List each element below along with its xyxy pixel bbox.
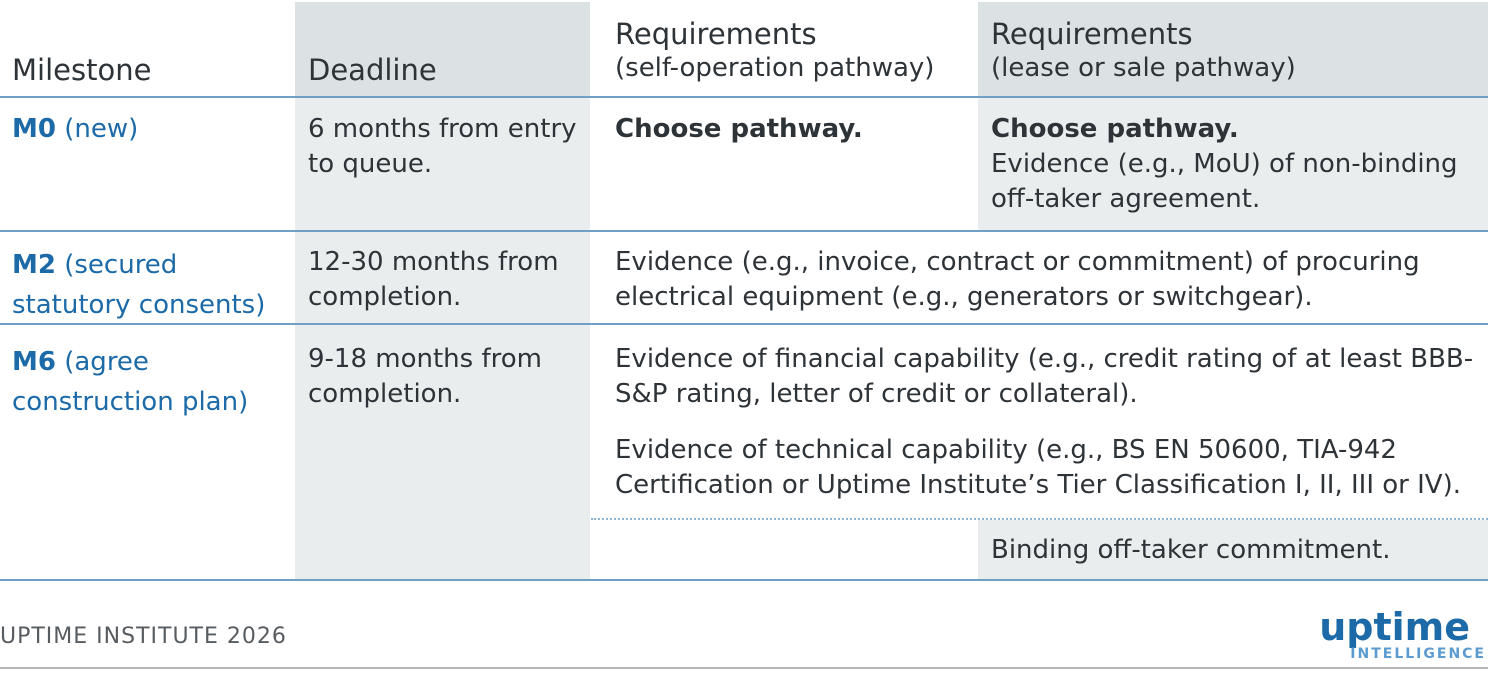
milestone-code: M6 — [12, 347, 56, 377]
shared-requirement-technical: Evidence of technical capability (e.g., BS EN 50600, TIA-942 Certification or Uptime Institute’s Tier Classification I, II, III or IV). — [615, 435, 1461, 500]
milestone-desc: (secured statutory consents) — [12, 250, 266, 320]
m6-dotted-divider — [591, 518, 1488, 520]
lease-m0: Choose pathway. Evidence (e.g., MoU) of non-binding off-taker agreement. — [991, 114, 1458, 214]
shared-requirement-financial: Evidence of financial capability (e.g., credit rating of at least BBB- S&P rating, letter of credit or collateral). — [615, 344, 1474, 409]
deadline-m6: 9-18 months from completion. — [308, 344, 542, 409]
self-op-m0: Choose pathway. — [615, 114, 863, 144]
uptime-logo-svg — [1298, 604, 1488, 662]
milestone-code: M2 — [12, 250, 56, 280]
header-divider — [0, 96, 1488, 98]
lease-only-requirement-m6: Binding off-taker commitment. — [991, 535, 1391, 565]
deadline-m2: 12-30 months from completion. — [308, 247, 559, 312]
uptime-intelligence-logo — [1298, 604, 1488, 662]
milestone-m6 — [12, 342, 292, 422]
source-credit: UPTIME INSTITUTE 2026 — [0, 624, 287, 649]
logo-word: uptime — [1319, 605, 1470, 649]
milestone-header: Milestone — [12, 53, 152, 87]
row-divider-m0 — [0, 230, 1488, 232]
shared-requirement-m2: Evidence (e.g., invoice, contract or commitment) of procuring electrical equipment (e.g., generators or switchgear). — [615, 247, 1420, 312]
footer-rule — [0, 667, 1488, 669]
table-bottom-rule — [0, 579, 1488, 581]
self-operation-header: Requirements (self-operation pathway) — [615, 17, 935, 83]
milestone-m0 — [12, 112, 292, 147]
deadline-header: Deadline — [308, 53, 437, 87]
milestone-desc: (new) — [64, 114, 139, 144]
logo-sub: INTELLIGENCE — [1350, 646, 1486, 662]
lease-sale-header: Requirements (lease or sale pathway) — [991, 17, 1296, 83]
deadline-m0: 6 months from entry to queue. — [308, 114, 577, 179]
milestone-desc: (agree construction plan) — [12, 347, 249, 417]
milestone-code: M0 — [12, 114, 56, 144]
milestone-m2 — [12, 245, 292, 325]
